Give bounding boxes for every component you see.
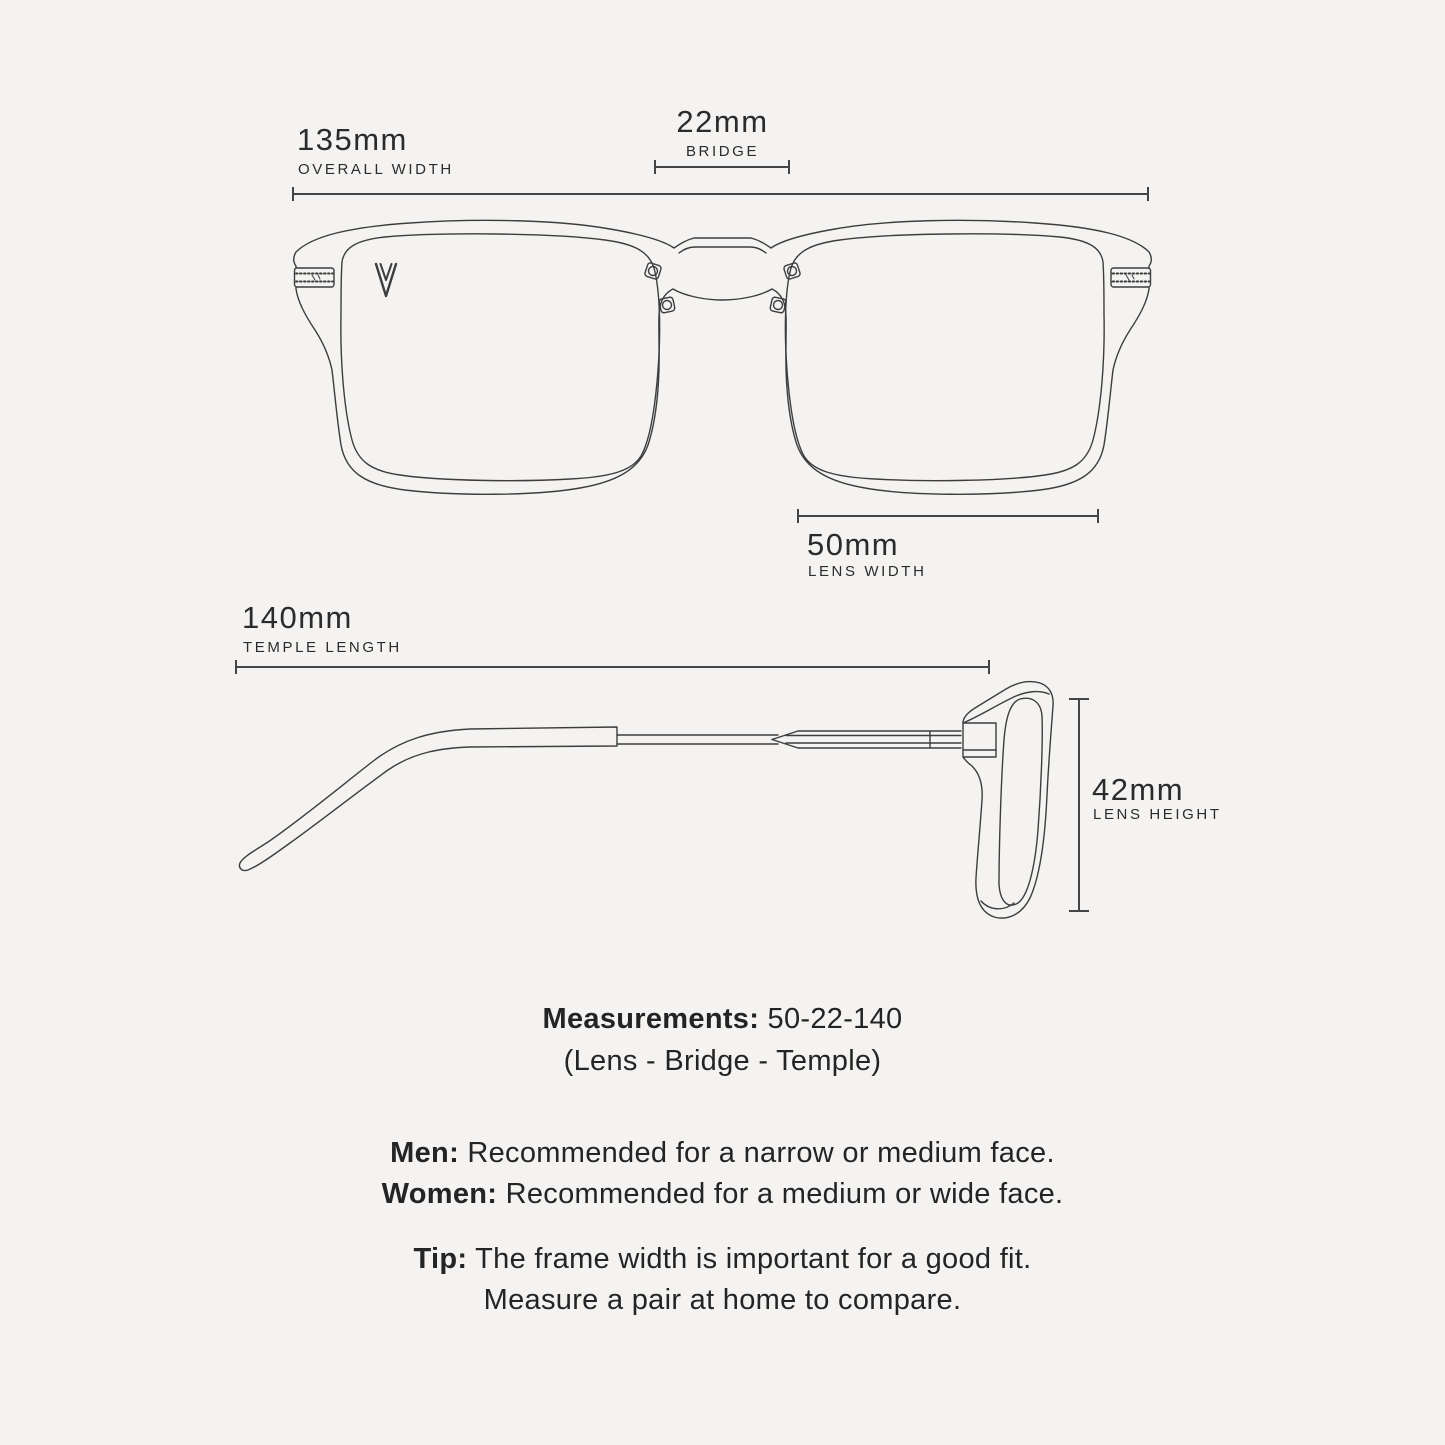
fit-guide-women bbox=[0, 1174, 1445, 1215]
bridge-measure-line bbox=[655, 160, 789, 174]
side-hinge-block bbox=[963, 723, 996, 757]
fit-guide-men bbox=[0, 1133, 1445, 1174]
right-lens-opening bbox=[785, 234, 1104, 481]
overall-width-value: 135mm bbox=[297, 122, 408, 157]
temple-arm bbox=[239, 727, 617, 871]
overall-width-measure-line bbox=[293, 187, 1148, 201]
lens-height-value: 42mm bbox=[1092, 772, 1185, 807]
measurements-summary-label: Measurements: bbox=[542, 1003, 760, 1035]
bridge-inner-line bbox=[679, 247, 766, 253]
fit-guide-women-label: Women: bbox=[381, 1178, 498, 1210]
glasses-front-view bbox=[294, 220, 1152, 494]
glasses-side-view bbox=[239, 682, 1053, 918]
measurements-summary-value: 50-22-140 bbox=[759, 1003, 903, 1035]
overall-width-label: OVERALL WIDTH bbox=[298, 161, 454, 178]
temple-length-measure-line bbox=[236, 660, 989, 674]
temple-length-value: 140mm bbox=[242, 600, 353, 635]
fit-guide-tip-text1: The frame width is important for a good fit. bbox=[467, 1243, 1032, 1275]
bridge-value: 22mm bbox=[676, 104, 769, 139]
lens-height-label: LENS HEIGHT bbox=[1093, 806, 1222, 823]
front-frame-outline bbox=[294, 220, 1152, 494]
brand-v-logo-icon bbox=[376, 264, 396, 296]
measurements-summary bbox=[0, 999, 1445, 1040]
lens-width-label: LENS WIDTH bbox=[808, 563, 927, 580]
rivet-icon bbox=[644, 262, 801, 313]
fit-guide-tip-line2: Measure a pair at home to compare. bbox=[483, 1284, 962, 1316]
fit-guide-tip-label: Tip: bbox=[413, 1243, 468, 1275]
side-lens bbox=[999, 698, 1042, 905]
measurements-breakdown: (Lens - Bridge - Temple) bbox=[563, 1045, 882, 1077]
hinge-barrel-icon-left bbox=[295, 268, 335, 287]
lens-width-value: 50mm bbox=[807, 527, 900, 562]
temple-length-label: TEMPLE LENGTH bbox=[243, 639, 402, 656]
bridge-label: BRIDGE bbox=[685, 143, 760, 160]
lens-width-measure-line bbox=[798, 509, 1098, 523]
fit-guide-women-text: Recommended for a medium or wide face. bbox=[497, 1178, 1064, 1210]
lens-height-measure-line bbox=[1069, 699, 1089, 911]
hinge-barrel-icon-right bbox=[1111, 268, 1151, 287]
fit-guide-men-text: Recommended for a narrow or medium face. bbox=[459, 1137, 1055, 1169]
fit-guide-tip bbox=[0, 1239, 1445, 1280]
fit-guide-men-label: Men: bbox=[390, 1137, 460, 1169]
